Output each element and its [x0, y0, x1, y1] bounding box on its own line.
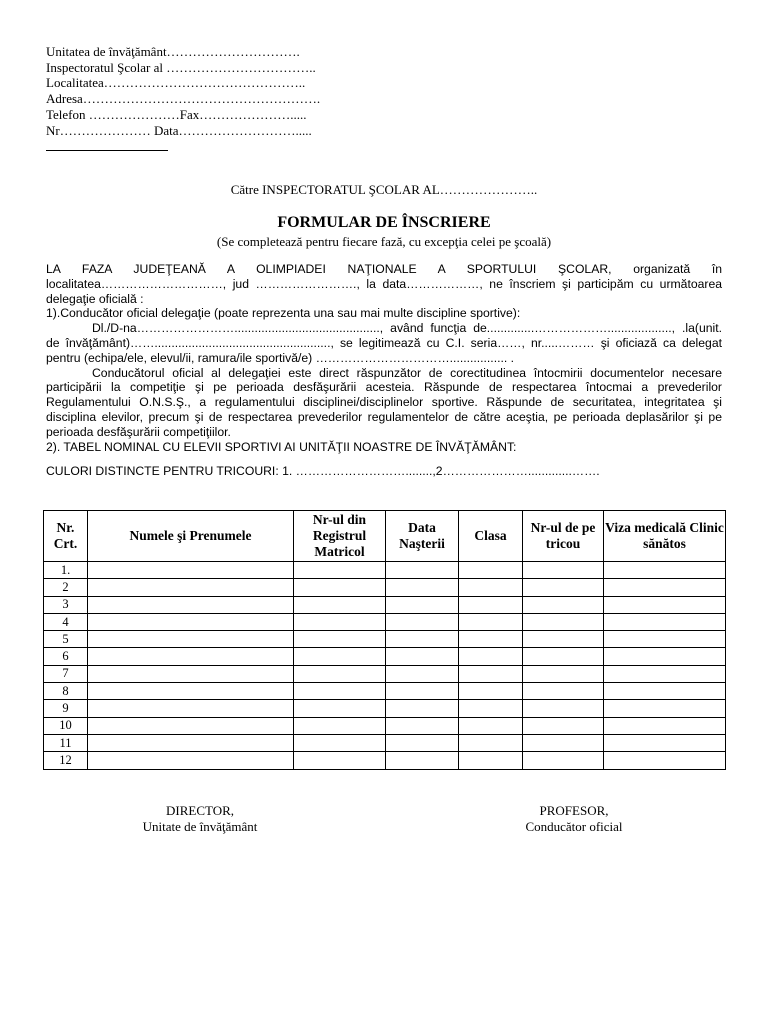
table-cell[interactable]	[386, 613, 459, 630]
col-header-registry: Nr-ul din Registrul Matricol	[294, 511, 386, 562]
form-body	[46, 262, 722, 479]
header-inspectorat: Inspectoratul Şcolar al ……………………………..	[46, 59, 316, 75]
table-cell[interactable]	[523, 717, 604, 734]
table-cell[interactable]	[386, 596, 459, 613]
table-cell[interactable]	[386, 562, 459, 579]
table-cell[interactable]	[459, 596, 523, 613]
row-number: 12	[44, 752, 88, 769]
table-cell[interactable]	[523, 700, 604, 717]
table-cell[interactable]	[604, 717, 726, 734]
director-subtitle: Unitate de învăţământ	[142, 818, 258, 834]
section-2-heading: 2). TABEL NOMINAL CU ELEVII SPORTIVI AI UNITĂŢII NOASTRE DE ÎNVĂŢĂMÂNT:	[46, 439, 517, 454]
table-cell[interactable]	[523, 665, 604, 682]
header-localitatea: Localitatea………………………………………..	[46, 75, 306, 91]
table-cell[interactable]	[604, 734, 726, 751]
table-cell[interactable]	[88, 648, 294, 665]
table-row	[44, 562, 726, 579]
table-cell[interactable]	[459, 752, 523, 769]
table-cell[interactable]	[604, 596, 726, 613]
profesor-signature	[474, 803, 674, 834]
col-header-class: Clasa	[459, 511, 523, 562]
row-number: 8	[44, 683, 88, 700]
table-cell[interactable]	[88, 665, 294, 682]
table-cell[interactable]	[523, 579, 604, 596]
table-cell[interactable]	[604, 648, 726, 665]
table-cell[interactable]	[459, 631, 523, 648]
table-cell[interactable]	[294, 579, 386, 596]
table-cell[interactable]	[523, 562, 604, 579]
row-number: 10	[44, 717, 88, 734]
col-header-nr-crt: Nr. Crt.	[44, 511, 88, 562]
row-number: 6	[44, 648, 88, 665]
table-cell[interactable]	[459, 734, 523, 751]
table-cell[interactable]	[523, 734, 604, 751]
table-cell[interactable]	[386, 734, 459, 751]
table-row	[44, 683, 726, 700]
table-cell[interactable]	[88, 596, 294, 613]
table-row	[44, 734, 726, 751]
table-cell[interactable]	[386, 631, 459, 648]
table-cell[interactable]	[386, 683, 459, 700]
director-title: DIRECTOR,	[165, 803, 234, 818]
table-cell[interactable]	[459, 613, 523, 630]
table-cell[interactable]	[294, 631, 386, 648]
col-header-name: Numele şi Prenumele	[88, 511, 294, 562]
school-header	[46, 44, 320, 138]
row-number: 1.	[44, 562, 88, 579]
table-cell[interactable]	[294, 752, 386, 769]
table-cell[interactable]	[459, 717, 523, 734]
header-adresa: Adresa……………………………………………….	[46, 91, 321, 107]
table-cell[interactable]	[88, 579, 294, 596]
table-cell[interactable]	[386, 717, 459, 734]
shirt-colors-line: CULORI DISTINCTE PENTRU TRICOURI: 1. ………………………........,2………………….............…….	[46, 464, 600, 479]
delegate-paragraph: Dl./D-na……………………..........................................., având funcţia de..............………………..................., .la(unit. de învăţământ)……...................................................., se legitimează cu C.I. seria……, nr.....……… şi oficiază ca delegat pentru (echipa/ele, elevul/ii, ramura/ile sportivă/e) ……………………………................. .	[46, 321, 722, 365]
table-cell[interactable]	[523, 613, 604, 630]
header-unitatea: Unitatea de învăţământ………………………….	[46, 44, 300, 59]
col-header-shirt-number: Nr-ul de pe tricou	[523, 511, 604, 562]
students-table	[43, 510, 726, 770]
table-cell[interactable]	[386, 648, 459, 665]
table-cell[interactable]	[604, 665, 726, 682]
table-cell[interactable]	[88, 613, 294, 630]
addressee-line: Către INSPECTORATUL ŞCOLAR AL…………………..	[230, 182, 538, 197]
table-cell[interactable]	[604, 631, 726, 648]
row-number: 4	[44, 613, 88, 630]
col-header-medical: Viza medicală Clinic sănătos	[604, 511, 726, 562]
table-cell[interactable]	[88, 734, 294, 751]
row-number: 9	[44, 700, 88, 717]
table-cell[interactable]	[459, 579, 523, 596]
table-cell[interactable]	[604, 700, 726, 717]
table-cell[interactable]	[88, 562, 294, 579]
header-nr-data: Nr………………… Data……………………….....	[46, 122, 312, 138]
director-signature	[100, 803, 300, 834]
profesor-title: PROFESOR,	[539, 803, 609, 818]
row-number: 2	[44, 579, 88, 596]
table-cell[interactable]	[294, 665, 386, 682]
section-1-heading: 1).Conducător oficial delegaţie (poate reprezenta una sau mai multe discipline sportive):	[46, 306, 521, 321]
table-row	[44, 613, 726, 630]
table-cell[interactable]	[386, 700, 459, 717]
table-row	[44, 717, 726, 734]
table-cell[interactable]	[294, 562, 386, 579]
table-cell[interactable]	[88, 631, 294, 648]
table-cell[interactable]	[88, 717, 294, 734]
table-cell[interactable]	[604, 613, 726, 630]
table-cell[interactable]	[459, 562, 523, 579]
table-row	[44, 596, 726, 613]
profesor-subtitle: Conducător oficial	[525, 818, 623, 834]
header-divider	[46, 150, 168, 151]
table-cell[interactable]	[523, 683, 604, 700]
table-cell[interactable]	[294, 596, 386, 613]
table-row	[44, 648, 726, 665]
table-cell[interactable]	[523, 648, 604, 665]
row-number: 11	[44, 734, 88, 751]
table-row	[44, 700, 726, 717]
table-row	[44, 665, 726, 682]
col-header-birthdate: Data Naşterii	[386, 511, 459, 562]
table-cell[interactable]	[604, 752, 726, 769]
intro-paragraph: LA FAZA JUDEŢEANĂ A OLIMPIADEI NAŢIONALE A SPORTULUI ŞCOLAR, organizată în localitatea…………………………, jud ……………………., la data………………, ne înscriem şi participăm cu următoarea delegaţie oficială :	[46, 262, 722, 306]
table-cell[interactable]	[604, 683, 726, 700]
table-cell[interactable]	[294, 734, 386, 751]
table-cell[interactable]	[88, 683, 294, 700]
table-cell[interactable]	[604, 579, 726, 596]
row-number: 7	[44, 665, 88, 682]
table-cell[interactable]	[386, 665, 459, 682]
table-row	[44, 579, 726, 596]
responsibility-paragraph: Conducătorul oficial al delegaţiei este direct răspunzător de corectitudinea întocmirii documentelor necesare participării la competiţie şi pe perioada desfăşurării acesteia. Răspunde de respectarea întocmai a prevederilor Regulamentului O.N.S.Ş., a regulamentului disciplinei/disciplinelor sportive. Răspunde de securitatea, integritatea şi disciplina elevilor, precum şi de respectarea prevederilor regulamentelor de către aceştia, pe perioada deplasărilor şi pe perioada desfăşurării competiţiilor.	[46, 365, 722, 439]
table-cell[interactable]	[88, 700, 294, 717]
table-cell[interactable]	[523, 596, 604, 613]
header-telefon: Telefon …………………Fax………………….....	[46, 106, 307, 122]
row-number: 3	[44, 596, 88, 613]
form-subtitle: (Se completează pentru fiecare fază, cu excepţia celei pe şcoală)	[216, 234, 552, 249]
table-row	[44, 631, 726, 648]
table-cell[interactable]	[294, 700, 386, 717]
table-header-row	[44, 511, 726, 562]
table-cell[interactable]	[459, 683, 523, 700]
table-cell[interactable]	[604, 562, 726, 579]
table-cell[interactable]	[523, 752, 604, 769]
table-cell[interactable]	[459, 665, 523, 682]
row-number: 5	[44, 631, 88, 648]
table-body	[44, 562, 726, 770]
table-cell[interactable]	[294, 613, 386, 630]
table-cell[interactable]	[386, 579, 459, 596]
table-cell[interactable]	[294, 717, 386, 734]
table-cell[interactable]	[294, 683, 386, 700]
table-cell[interactable]	[88, 752, 294, 769]
table-row	[44, 752, 726, 769]
table-cell[interactable]	[523, 631, 604, 648]
table-cell[interactable]	[459, 648, 523, 665]
table-cell[interactable]	[294, 648, 386, 665]
table-cell[interactable]	[386, 752, 459, 769]
form-title: FORMULAR DE ÎNSCRIERE	[277, 214, 491, 231]
table-cell[interactable]	[459, 700, 523, 717]
